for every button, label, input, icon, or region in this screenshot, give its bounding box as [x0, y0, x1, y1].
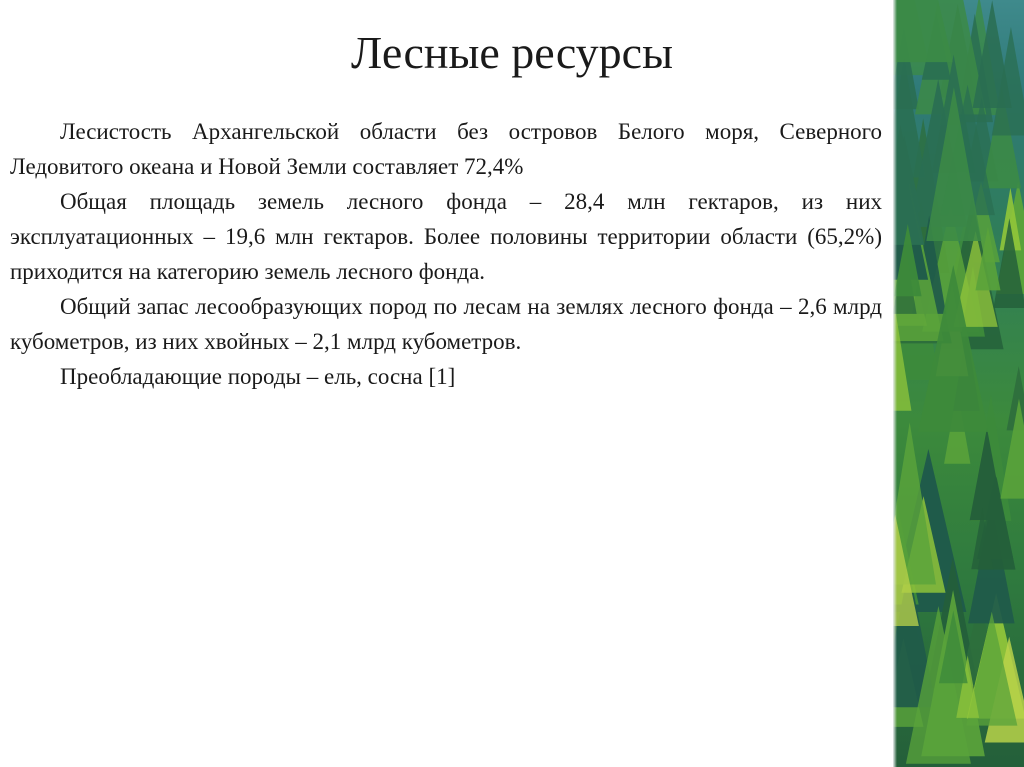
- conifer-forest-photo-icon: [893, 0, 1024, 767]
- paragraph-forest-area: Общая площадь земель лесного фонда – 28,4 млн гектаров, из них эксплуатационных – 19,6 млн гектаров. Более половины территории области (65,2%) приходится на категорию земель лесного фонда.: [10, 189, 882, 284]
- slide-body: [10, 114, 882, 394]
- paragraph-dominant-species: Преобладающие породы – ель, сосна [1]: [60, 364, 456, 389]
- paragraph-forest-cover: Лесистость Архангельской области без островов Белого моря, Северного Ледовитого океана и Новой Земли составляет 72,4%: [10, 119, 882, 179]
- slide-title: Лесные ресурсы: [351, 27, 673, 78]
- forest-image: [893, 0, 1024, 767]
- paragraph-timber-stock: Общий запас лесообразующих пород по лесам на землях лесного фонда – 2,6 млрд кубометров, из них хвойных – 2,1 млрд кубометров.: [10, 294, 882, 354]
- image-edge: [893, 0, 897, 767]
